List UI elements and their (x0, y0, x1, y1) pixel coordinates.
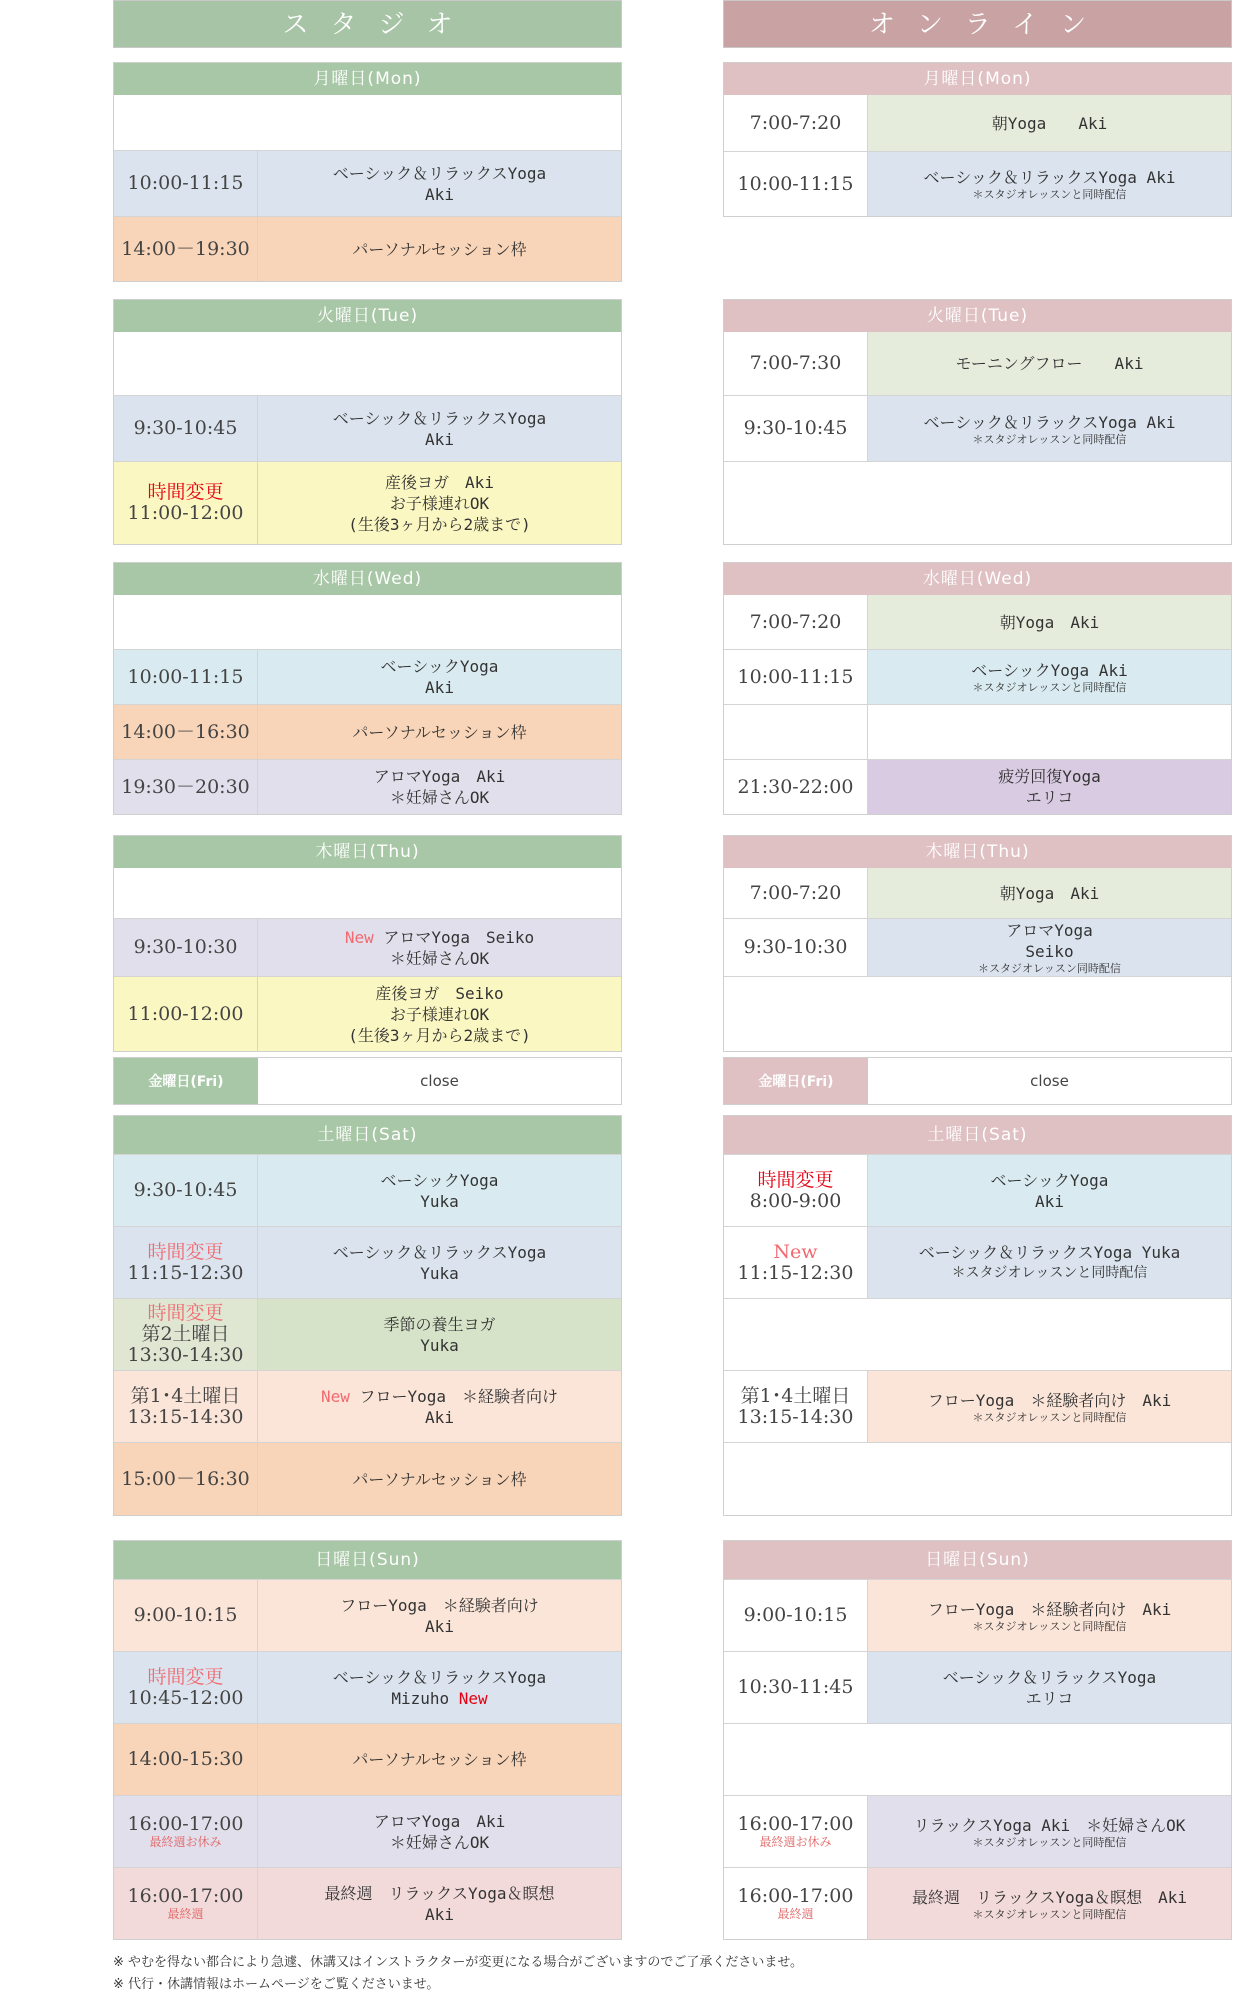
time-range: 10:45-12:00 (127, 1686, 244, 1709)
time-cell: 19:30－20:30 (114, 760, 258, 814)
class-detail: お子様連れOK (389, 1004, 490, 1024)
time-cell (114, 1652, 258, 1723)
instructor-line (391, 1688, 487, 1709)
time-cell (114, 1227, 258, 1298)
online-thursday (723, 835, 1232, 1052)
empty-row (724, 976, 1231, 1051)
studio-column (113, 0, 622, 1924)
class-name: アロマYoga Aki (373, 767, 506, 786)
class-cell: 朝Yoga Aki (868, 95, 1231, 151)
simulcast-note: ＊スタジオレッスンと同時配信 (972, 188, 1127, 201)
studio-tuesday (113, 299, 622, 545)
class-cell (258, 1299, 621, 1370)
empty-row (724, 461, 1231, 544)
time-cell: 15:00－16:30 (114, 1443, 258, 1515)
class-cell (258, 919, 621, 976)
class-cell: モーニングフロー Aki (868, 332, 1231, 395)
class-row (724, 1370, 1231, 1442)
time-cell: 9:30-10:30 (114, 919, 258, 976)
class-cell (258, 1652, 621, 1723)
class-cell (868, 705, 1231, 759)
instructor: Yuka (420, 1191, 459, 1211)
empty-row (724, 704, 1231, 759)
time-cell: 10:00-11:15 (114, 650, 258, 704)
empty-row (724, 1442, 1231, 1515)
class-cell (868, 1652, 1231, 1723)
class-name: フローYoga ＊経験者向け Aki (927, 1390, 1172, 1410)
class-cell (258, 1155, 621, 1226)
class-row (114, 759, 621, 814)
class-detail: ＊妊婦さんOK (389, 788, 490, 807)
time-cell (114, 1371, 258, 1442)
class-row (724, 151, 1231, 216)
class-name: フローYoga ＊経験者向け (340, 1595, 539, 1615)
class-cell: パーソナルセッション枠 (258, 1724, 621, 1795)
class-row (114, 1154, 621, 1226)
class-row (114, 1579, 621, 1651)
simulcast-note: ＊スタジオレッスンと同時配信 (951, 1264, 1148, 1281)
class-row (724, 595, 1231, 649)
class-row (724, 332, 1231, 395)
class-row (724, 1795, 1231, 1867)
closed-value: close (420, 1072, 459, 1090)
studio-sunday (113, 1540, 622, 1940)
day-header: 木曜日(Thu) (724, 836, 1231, 868)
online-header: オンライン (723, 0, 1232, 48)
time-range: 第2土曜日 (141, 1323, 230, 1345)
instructor: Seiko (1025, 942, 1074, 961)
class-cell (868, 1868, 1231, 1939)
class-cell (868, 152, 1231, 216)
simulcast-note: ＊スタジオレッスンと同時配信 (972, 1835, 1127, 1849)
footer-notes (113, 1952, 803, 1996)
new-badge: New (773, 1240, 818, 1263)
time-cell: 10:00-11:15 (724, 152, 868, 216)
class-row (114, 1226, 621, 1298)
class-cell (258, 396, 621, 461)
class-name: ベーシック＆リラックスYoga Aki (923, 168, 1176, 187)
time-change-label: 時間変更 (757, 1168, 834, 1191)
class-name: ベーシック＆リラックスYoga (332, 1667, 547, 1687)
time-note: 最終週お休み (149, 1835, 222, 1849)
time-cell: 10:00-11:15 (724, 650, 868, 704)
class-cell (868, 1155, 1231, 1226)
day-header: 日曜日(Sun) (724, 1541, 1231, 1579)
time-cell: 10:30-11:45 (724, 1652, 868, 1723)
time-change-label: 時間変更 (147, 1665, 224, 1688)
class-cell (868, 760, 1231, 814)
day-label: 金曜日(Fri) (114, 1058, 258, 1104)
class-cell (868, 650, 1231, 704)
closed-value: close (1030, 1072, 1069, 1090)
empty-row (114, 95, 621, 150)
time-cell: 14:00－16:30 (114, 705, 258, 759)
time-cell (114, 1868, 258, 1939)
class-cell (258, 151, 621, 216)
time-range: 16:00-17:00 (737, 1813, 854, 1835)
class-row (114, 1298, 621, 1370)
class-row (724, 649, 1231, 704)
time-range: 11:15-12:30 (127, 1261, 244, 1284)
class-name (321, 1386, 558, 1407)
class-detail: ＊妊婦さんOK (389, 948, 490, 968)
studio-friday (113, 1057, 622, 1105)
class-row (114, 1651, 621, 1723)
empty-row (724, 1723, 1231, 1795)
class-detail: ＊妊婦さんOK (389, 1832, 490, 1852)
time-cell (114, 462, 258, 544)
class-name: ベーシックYoga Aki (971, 661, 1128, 680)
time-range: 13:15-14:30 (127, 1405, 244, 1428)
footer-note: ※ やむを得ない都合により急遽、休講又はインストラクターが変更になる場合がございますのでご了承くださいませ。 (113, 1955, 803, 1970)
time-range: 13:30-14:30 (127, 1344, 244, 1366)
class-row (114, 461, 621, 544)
simulcast-note: ＊スタジオレッスン同時配信 (978, 962, 1121, 975)
day-label: 金曜日(Fri) (724, 1058, 868, 1104)
class-cell (258, 1580, 621, 1651)
class-name: 季節の養生ヨガ (383, 1314, 496, 1334)
time-note: 最終週 (167, 1907, 204, 1921)
class-cell (868, 919, 1231, 976)
studio-wednesday (113, 562, 622, 815)
class-cell (258, 1796, 621, 1867)
class-cell: パーソナルセッション枠 (258, 217, 621, 281)
class-name: 産後ヨガ Aki (385, 472, 494, 492)
class-cell (868, 1796, 1231, 1867)
time-cell: 7:00-7:20 (724, 868, 868, 918)
time-cell (724, 1796, 868, 1867)
class-name: 疲労回復Yoga (998, 767, 1101, 786)
instructor: Mizuho (391, 1688, 459, 1708)
time-cell (114, 1796, 258, 1867)
class-name: ベーシック＆リラックスYoga (332, 163, 547, 183)
class-name: ベーシック＆リラックスYoga (332, 1242, 547, 1262)
class-cell (258, 650, 621, 704)
instructor: エリコ (1025, 1688, 1074, 1708)
class-row (724, 1867, 1231, 1939)
time-cell: 7:00-7:30 (724, 332, 868, 395)
online-sunday (723, 1540, 1232, 1940)
online-tuesday (723, 299, 1232, 545)
time-cell (724, 705, 868, 759)
class-cell (258, 977, 621, 1051)
time-cell: 9:30-10:45 (724, 396, 868, 461)
time-cell: 9:00-10:15 (114, 1580, 258, 1651)
class-name: リラックスYoga Aki ＊妊婦さんOK (913, 1815, 1186, 1835)
class-name: ベーシック＆リラックスYoga (332, 408, 547, 428)
class-detail: お子様連れOK (389, 493, 490, 513)
online-friday (723, 1057, 1232, 1105)
new-badge: New (458, 1688, 488, 1708)
class-cell (258, 760, 621, 814)
day-header: 火曜日(Tue) (724, 300, 1231, 332)
class-name: フローYoga ＊経験者向け Aki (927, 1599, 1172, 1619)
class-cell: パーソナルセッション枠 (258, 1443, 621, 1515)
time-range: 16:00-17:00 (127, 1813, 244, 1835)
online-column (723, 0, 1232, 1921)
time-range: 第1･4土曜日 (740, 1384, 851, 1407)
class-cell (258, 1371, 621, 1442)
class-cell: パーソナルセッション枠 (258, 705, 621, 759)
instructor: Aki (425, 1616, 454, 1636)
class-cell (868, 1371, 1231, 1442)
time-range: 16:00-17:00 (737, 1885, 854, 1907)
class-row (724, 95, 1231, 151)
class-cell (868, 396, 1231, 461)
time-cell: 10:00-11:15 (114, 151, 258, 216)
instructor: Aki (425, 678, 454, 697)
time-cell: 7:00-7:20 (724, 595, 868, 649)
time-range: 8:00-9:00 (749, 1189, 842, 1212)
simulcast-note: ＊スタジオレッスンと同時配信 (972, 1619, 1127, 1633)
studio-saturday (113, 1115, 622, 1516)
instructor: Yuka (420, 1263, 459, 1283)
class-name (345, 927, 534, 948)
simulcast-note: ＊スタジオレッスンと同時配信 (972, 1410, 1127, 1424)
class-detail: (生後3ヶ月から2歳まで) (348, 514, 531, 534)
class-name: ベーシック＆リラックスYoga Aki (923, 412, 1176, 432)
new-badge: New (344, 927, 374, 947)
class-cell: 朝Yoga Aki (868, 868, 1231, 918)
class-row (114, 395, 621, 461)
class-row (114, 1370, 621, 1442)
class-row (114, 216, 621, 281)
class-name: 最終週 リラックスYoga＆瞑想 (324, 1883, 555, 1903)
studio-header: スタジオ (113, 0, 622, 48)
time-cell (724, 1371, 868, 1442)
empty-row (114, 332, 621, 395)
class-row (724, 1651, 1231, 1723)
time-cell: 21:30-22:00 (724, 760, 868, 814)
instructor: エリコ (1025, 788, 1074, 807)
class-name: ベーシックYoga (990, 1170, 1109, 1190)
class-name: 産後ヨガ Seiko (375, 983, 504, 1003)
day-header: 土曜日(Sat) (114, 1116, 621, 1154)
time-range: 11:00-12:00 (127, 502, 244, 524)
instructor: Aki (425, 1407, 454, 1427)
class-name: アロマYoga Aki (373, 1811, 506, 1831)
online-monday (723, 62, 1232, 217)
time-range: 16:00-17:00 (127, 1885, 244, 1907)
empty-row (724, 1298, 1231, 1370)
class-row (724, 395, 1231, 461)
day-header: 火曜日(Tue) (114, 300, 621, 332)
time-range: 13:15-14:30 (737, 1405, 854, 1428)
class-cell (868, 1227, 1231, 1298)
time-range: 11:15-12:30 (737, 1261, 854, 1284)
day-header: 月曜日(Mon) (724, 63, 1231, 95)
instructor: Aki (425, 429, 454, 449)
time-range: 第1･4土曜日 (130, 1384, 241, 1407)
class-row (114, 918, 621, 976)
class-row (114, 1723, 621, 1795)
time-cell: 14:00－19:30 (114, 217, 258, 281)
day-header: 土曜日(Sat) (724, 1116, 1231, 1154)
class-name: ベーシック＆リラックスYoga (942, 1667, 1157, 1687)
class-name-text: アロマYoga Seiko (373, 927, 535, 947)
empty-row (114, 595, 621, 649)
class-name: アロマYoga (1006, 921, 1093, 940)
time-note: 最終週 (777, 1907, 814, 1921)
class-cell (258, 1868, 621, 1939)
class-row (724, 1154, 1231, 1226)
time-note: 最終週お休み (759, 1835, 832, 1849)
class-row (114, 150, 621, 216)
day-header: 木曜日(Thu) (114, 836, 621, 868)
class-name: 最終週 リラックスYoga＆瞑想 Aki (912, 1887, 1187, 1907)
time-cell: 9:00-10:15 (724, 1580, 868, 1651)
studio-thursday (113, 835, 622, 1052)
day-header: 月曜日(Mon) (114, 63, 621, 95)
class-row (114, 976, 621, 1051)
simulcast-note: ＊スタジオレッスンと同時配信 (972, 1907, 1127, 1921)
online-wednesday (723, 562, 1232, 815)
time-change-label: 時間変更 (147, 481, 224, 503)
class-cell: 朝Yoga Aki (868, 595, 1231, 649)
time-cell: 9:30-10:45 (114, 396, 258, 461)
class-row (724, 759, 1231, 814)
class-row (724, 1226, 1231, 1298)
time-change-label: 時間変更 (147, 1302, 224, 1324)
instructor: Aki (425, 184, 454, 204)
class-row (724, 918, 1231, 976)
class-name: ベーシックYoga (380, 657, 499, 676)
day-header: 水曜日(Wed) (114, 563, 621, 595)
footer-note: ※ 代行・休講情報はホームページをご覧くださいませ。 (113, 1977, 440, 1992)
time-cell: 14:00-15:30 (114, 1724, 258, 1795)
time-cell (724, 1155, 868, 1226)
time-cell (724, 1227, 868, 1298)
time-change-label: 時間変更 (147, 1240, 224, 1263)
class-row (114, 1442, 621, 1515)
class-row (114, 649, 621, 704)
class-row (114, 1867, 621, 1939)
online-saturday (723, 1115, 1232, 1516)
day-header: 日曜日(Sun) (114, 1541, 621, 1579)
day-header: 水曜日(Wed) (724, 563, 1231, 595)
simulcast-note: ＊スタジオレッスンと同時配信 (972, 432, 1127, 446)
class-row (114, 704, 621, 759)
class-row (114, 1795, 621, 1867)
time-cell (724, 1868, 868, 1939)
time-cell: 9:30-10:30 (724, 919, 868, 976)
empty-row (114, 868, 621, 918)
time-cell (114, 1299, 258, 1370)
instructor: Yuka (420, 1335, 459, 1355)
simulcast-note: ＊スタジオレッスンと同時配信 (972, 681, 1127, 694)
instructor: Aki (425, 1904, 454, 1924)
time-cell: 9:30-10:45 (114, 1155, 258, 1226)
class-name: ベーシックYoga (380, 1170, 499, 1190)
class-detail: (生後3ヶ月から2歳まで) (348, 1025, 531, 1045)
new-badge: New (320, 1386, 350, 1406)
class-name-text: フローYoga ＊経験者向け (349, 1386, 559, 1406)
class-row (724, 1579, 1231, 1651)
instructor: Aki (1035, 1191, 1064, 1211)
time-cell: 7:00-7:20 (724, 95, 868, 151)
class-row (724, 868, 1231, 918)
class-name: ベーシック＆リラックスYoga Yuka (918, 1242, 1181, 1262)
time-cell: 11:00-12:00 (114, 977, 258, 1051)
class-cell (868, 1580, 1231, 1651)
class-cell (258, 1227, 621, 1298)
class-cell (258, 462, 621, 544)
studio-monday (113, 62, 622, 282)
